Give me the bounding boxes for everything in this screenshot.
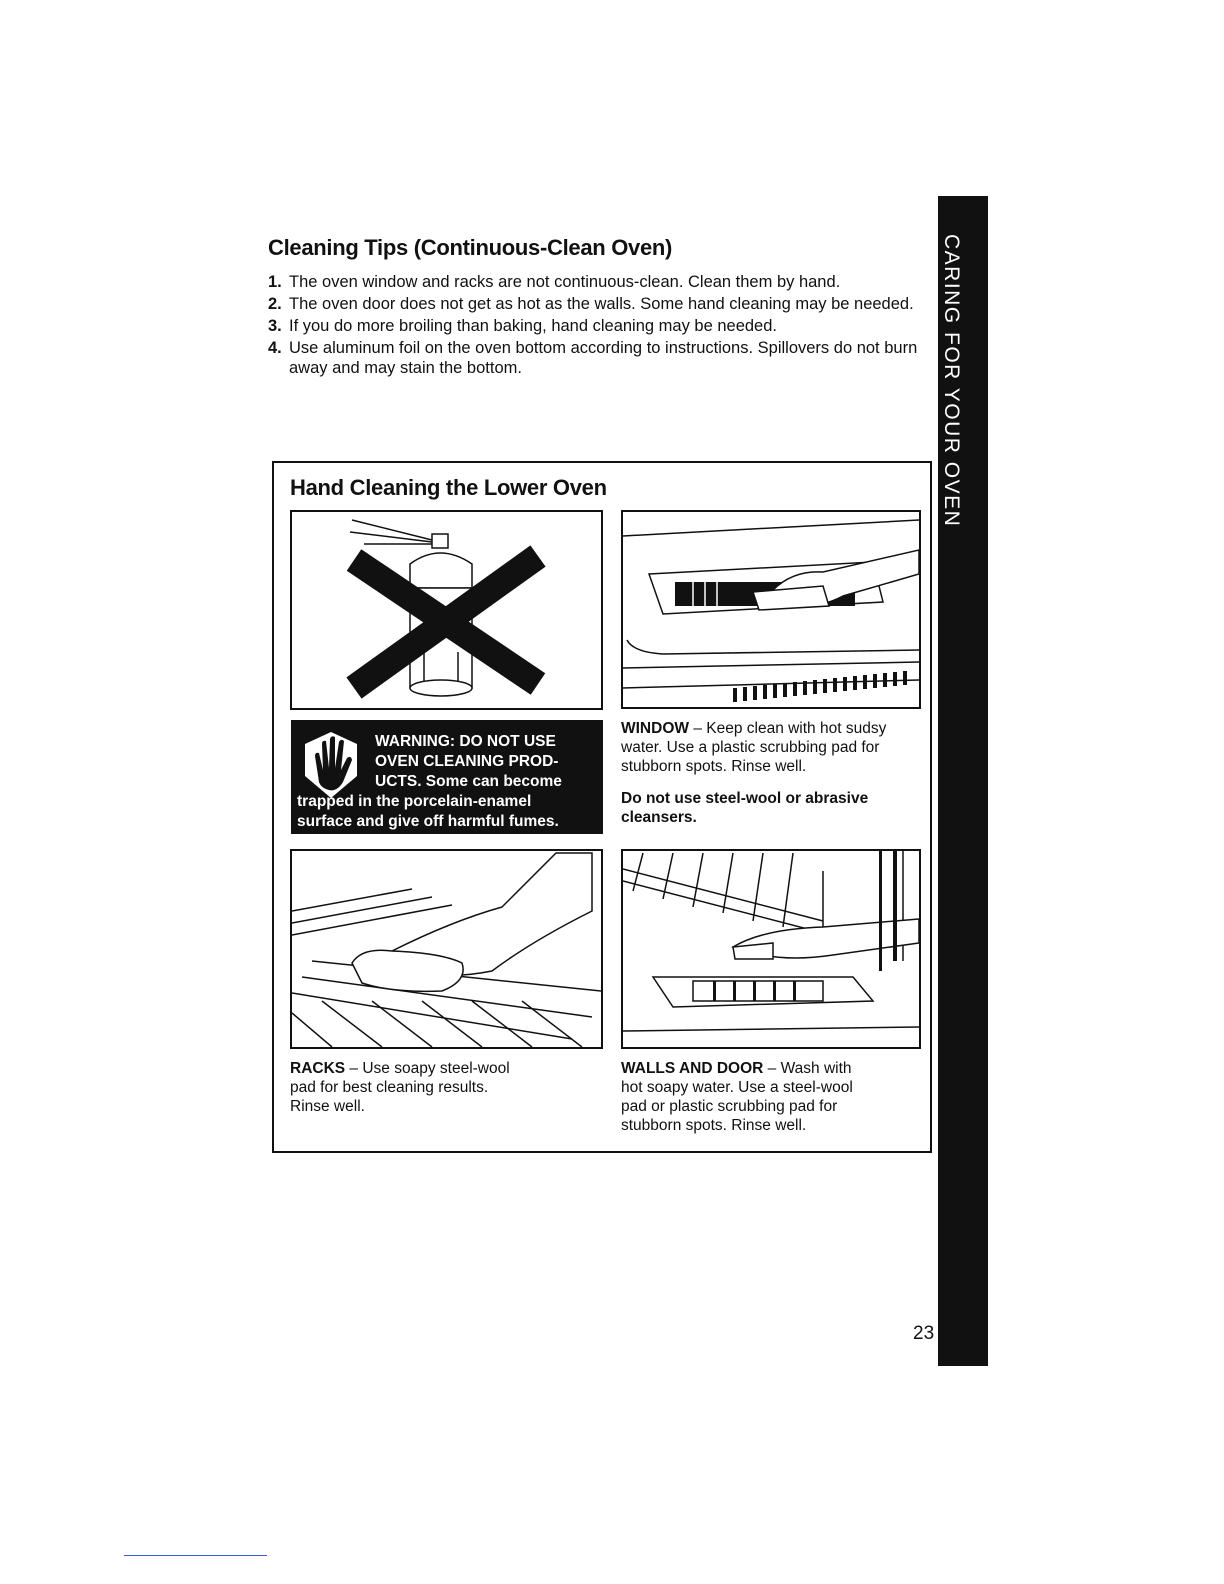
warning-line: UCTS. Some can become: [375, 773, 562, 790]
window-warning: Do not use steel-wool or abrasive cleansers.: [621, 790, 869, 826]
warning-line: OVEN CLEANING PROD-: [375, 753, 559, 770]
warning-line: surface and give off harmful fumes.: [297, 813, 559, 830]
tip-item: 3. If you do more broiling than baking, hand cleaning may be needed.: [268, 317, 777, 335]
window-caption: WINDOW – Keep clean with hot sudsy water. Use a plastic scrubbing pad for stubborn spots. Rinse well.: [621, 720, 887, 775]
stop-hand-icon: [299, 730, 363, 800]
tips-list: [268, 272, 928, 380]
warning-block: [291, 720, 603, 834]
walls-caption: WALLS AND DOOR – Wash with hot soapy water. Use a steel-wool pad or plastic scrubbing pad for stubborn spots. Rinse well.: [621, 1060, 853, 1134]
hand-cleaning-box: [272, 461, 932, 1153]
walls-door-cleaning-illustration: [621, 849, 921, 1049]
warning-line: WARNING: DO NOT USE: [375, 733, 556, 750]
warning-line: trapped in the porcelain-enamel: [297, 793, 532, 810]
bottom-divider: [124, 1555, 267, 1556]
spray-can-illustration: [290, 510, 603, 710]
racks-cleaning-illustration: [290, 849, 603, 1049]
tips-title: Cleaning Tips (Continuous-Clean Oven): [268, 235, 673, 260]
page-number: 23: [913, 1323, 935, 1344]
tip-item: 4. Use aluminum foil on the oven bottom according to instructions. Spillovers do not burn away and may stain the bottom.: [268, 339, 918, 377]
side-tab-label: CARING FOR YOUR OVEN: [940, 234, 963, 528]
racks-caption: RACKS – Use soapy steel-wool pad for best cleaning results. Rinse well.: [290, 1060, 510, 1115]
window-cleaning-illustration: [621, 510, 921, 709]
hand-cleaning-title: Hand Cleaning the Lower Oven: [290, 475, 607, 500]
tip-item: 1. The oven window and racks are not continuous-clean. Clean them by hand.: [268, 273, 841, 291]
tip-item: 2. The oven door does not get as hot as the walls. Some hand cleaning may be needed.: [268, 295, 914, 313]
